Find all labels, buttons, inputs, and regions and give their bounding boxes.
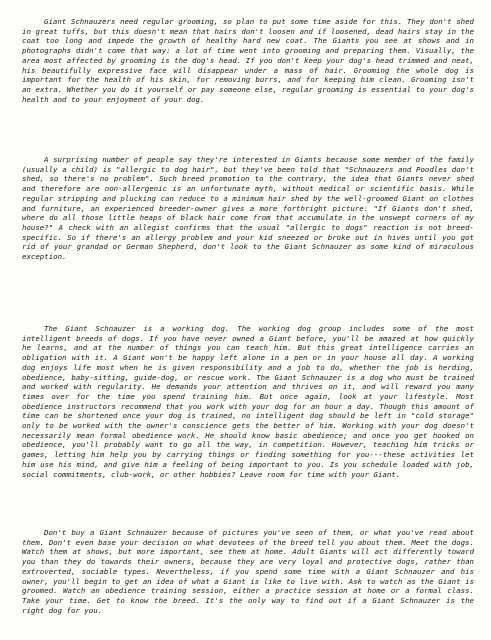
paragraph-working-dog [22, 324, 474, 479]
paragraph-text: The Giant Schnauzer is a working dog. The working dog group includes some of the most intelligent breeds of dogs. If you have never owned a Giant before, you'll be amazed at how quickly he learns, and at the number of things you can teach him. But this great intelligence carries an obligation with it. A Giant won't be happy left alone in a pen or in your house all day. A working dog enjoys life most when he is given responsibility and a job to do, whether the job is herding, obedience, baby-sitting, guide-dog, or rescue work. The Giant Schnauzer is a dog who must be trained and worked with regularity. He demands your attention and thrives on it, and will reward you many times over for the time you spend training him. But once again, look at your lifestyle. Most obedience instructors recommend that you work with your dog for an hour a day. Though this amount of time can be shortened once your dog is trained, no intelligent dog should be left in "cold storage" only to be worked with the owner's conscience gets the better of him. Working with your dog doesn't necessarily mean formal obedience work. He should know basic obedience; and once you get hooked on obedience, you'll probably want to go all the way, in competition. However, teaching him tricks or games, letting him help you by carrying things or finding something for you---these activities let him use his mind, and give him a feeling of being important to you. Is you schedule loaded with job, social commitments, club-work, or other hobbies? Leave room for time with your Giant. [22, 324, 474, 479]
paragraph-text: Don't buy a Giant Schnauzer because of pictures you've seen of them, or what you've read about them. Don't even base your decision on what devotees of the breed tell you about them. Meet the dogs. Watch them at shows, but more important, see them at home. Adult Giants will act differently toward you than they do towards their owners, because they are very loyal and protective dogs, rather than extroverted, sociable types. Nevertheless, if you spend some time with a Giant Schnauzer and his owner, you'll begin to get an idea of what a Giant is like to live with. Ask to watch as the Giant is groomed. Watch an obedience training session, either a practice session at home or a formal class. Take your time. Get to know the breed. It's the only way to find out if a Giant Schnauzer is the right dog for you. [22, 528, 474, 615]
paragraph-text: Giant Schnauzers need regular grooming, so plan to put some time aside for this. They don't shed in great tuffs, but this doesn't mean that hairs don't loosen and if loosened, dead hairs stay in the coat too long and impede the growth of healthy hard new coat. The Giants you see at shows and in photographs didn't come that way: a lot of time went into grooming and preparing them. Visually, the area most affected by grooming is the dog's head. If you don't keep your dog's head trimmed and neat, his beautifully expressive face will disappear under a mass of hair. Grooming the whole dog is important for the health of his skin, for removing burrs, and for keeping him clean. Grooming isn't an extra. Whether you do it yourself or pay someone else, regular grooming is essential to your dog's health and to your enjoyment of your dog. [22, 17, 474, 104]
paragraph-advice [22, 528, 474, 615]
paragraph-text: A surprising number of people say they're interested in Giants because some member of the family (usually a child) is "allergic to dog hair", but they've been told that "Schnauzers and Poodles don't shed, so there's no problem". Such breed promotion to the contrary, the idea that Giants never shed and therefore are non-allergenic is an unfortunate myth, without medical or scientific basis. While regular stripping and plucking can reduce to a minimum hair shed by the well-groomed Giant on clothes and furniture, an experienced breeder-owner gives a more forthright picture: "If Giants don't shed, where do all those little heaps of black hair come from that accumulate in the unswept corners of my house?" A check with an allegist confirms that the usual "allergic to dogs" reaction is not breed-specific. So if there's an allergy problem and your kid sneezed or broke out in hives until you got rid of your grandad or German Shepherd, don't look to the Giant Schnauzer as some kind of miraculous exception. [22, 155, 474, 262]
paragraph-grooming [22, 17, 474, 104]
paragraph-allergy [22, 155, 474, 262]
